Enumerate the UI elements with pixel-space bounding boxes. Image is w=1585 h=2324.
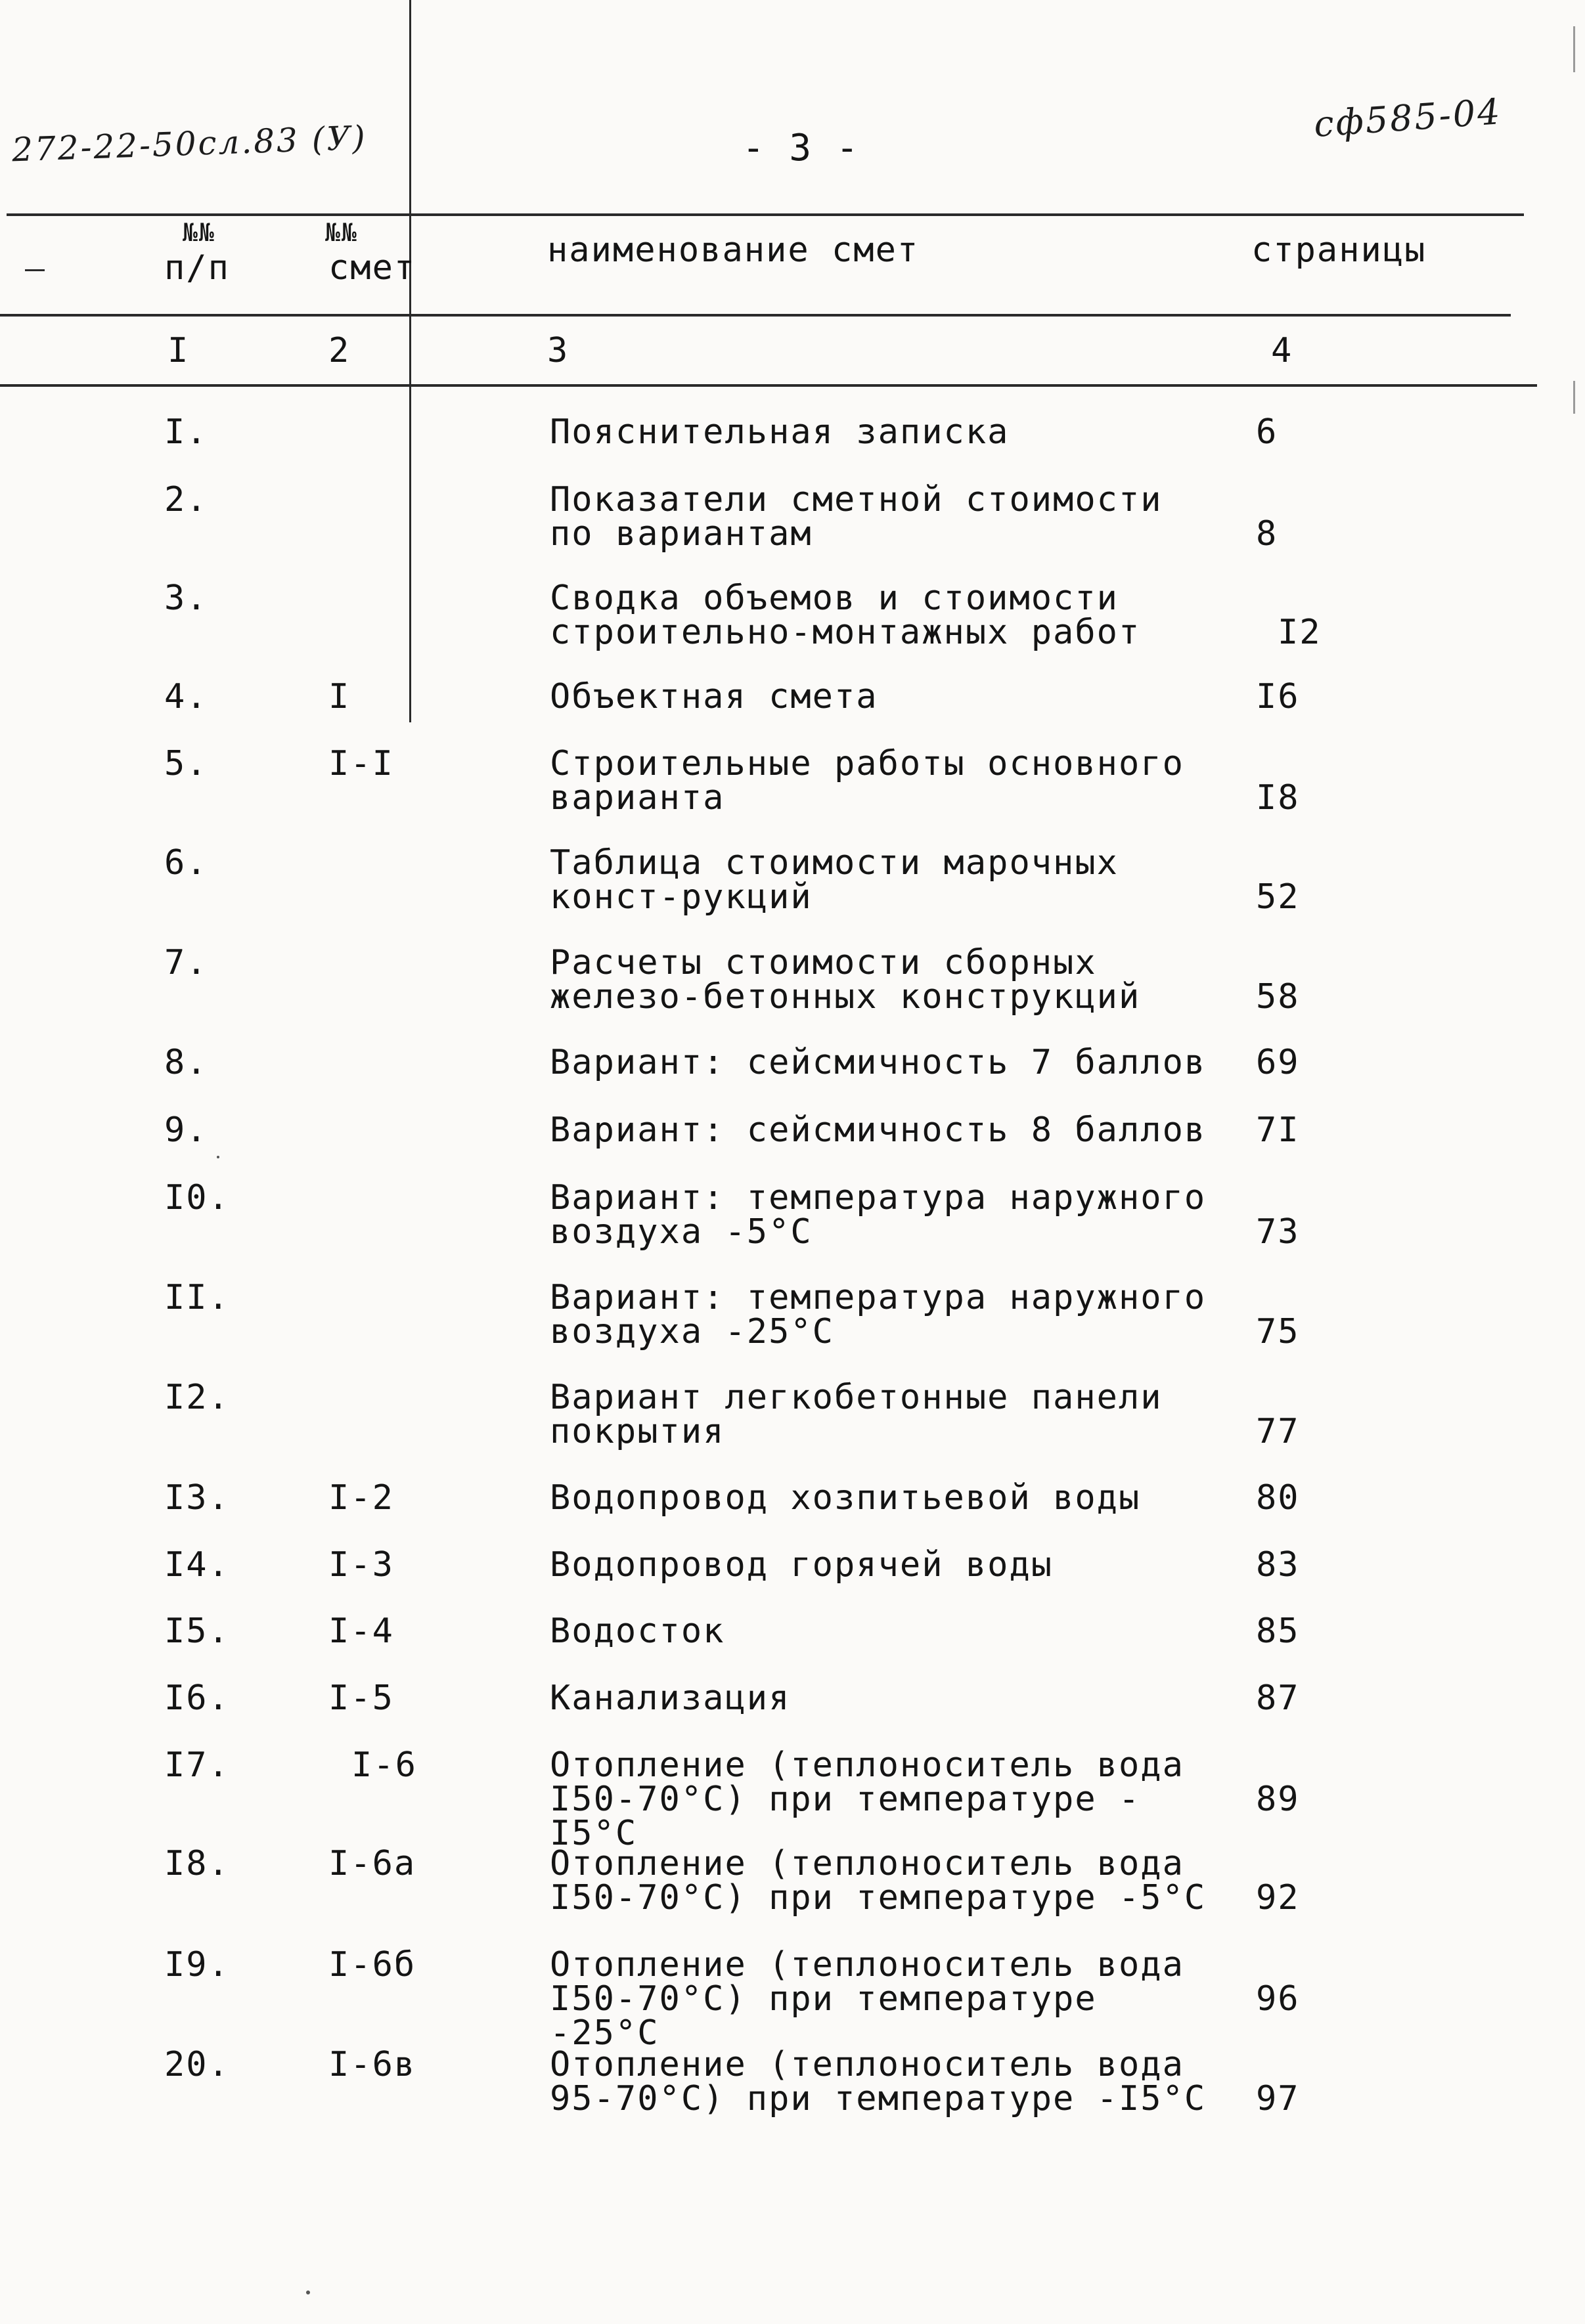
- row-title: Расчеты стоимости сборных железо-бетонных конструкций: [550, 943, 1141, 1017]
- margin-tick: [25, 269, 45, 271]
- row-number: I4.: [164, 1545, 230, 1585]
- row-title: Отопление (теплоноситель вода I50-70°С) при температуре -25°С: [550, 1945, 1184, 2053]
- row-number: 6.: [164, 843, 208, 883]
- row-page: 75: [1256, 1312, 1300, 1351]
- row-title: Таблица стоимости марочных конст-рукций: [550, 843, 1119, 917]
- row-page: 8: [1256, 514, 1278, 554]
- col-index-4: 4: [1271, 331, 1293, 370]
- row-title: Вариант: температура наружного воздуха -5°С: [550, 1178, 1207, 1252]
- row-page: 87: [1256, 1678, 1300, 1718]
- table-row: [0, 1110, 1585, 1150]
- table-row: [0, 480, 1585, 554]
- table-row: [0, 1844, 1585, 1918]
- row-title: Водосток: [550, 1611, 725, 1651]
- table-row: [0, 677, 1585, 716]
- row-page: 73: [1256, 1212, 1300, 1252]
- col-index-2: 2: [328, 331, 351, 370]
- row-estimate: I-6: [351, 1745, 417, 1785]
- table-row: [0, 1678, 1585, 1718]
- table-row: [0, 1380, 1585, 1449]
- row-title: Объектная смета: [550, 677, 878, 716]
- table-row: [0, 843, 1585, 917]
- row-estimate: I-3: [328, 1545, 394, 1585]
- row-number: 3.: [164, 579, 208, 618]
- row-title: Вариант: температура наружного воздуха -25°С: [550, 1278, 1207, 1351]
- row-estimate: I: [328, 677, 351, 716]
- table-row: [0, 744, 1585, 818]
- table-row: [0, 1178, 1585, 1252]
- row-estimate: I-I: [328, 744, 394, 783]
- table-row: [0, 1478, 1585, 1518]
- row-number: I0.: [164, 1178, 230, 1217]
- row-estimate: I-5: [328, 1678, 394, 1718]
- row-page: I8: [1256, 778, 1300, 818]
- header-col-num: п/п: [164, 248, 230, 288]
- row-number: I3.: [164, 1478, 230, 1518]
- row-page: 80: [1256, 1478, 1300, 1518]
- row-page: 7I: [1256, 1110, 1300, 1150]
- row-title: Вариант легкобетонные панели покрытия: [550, 1378, 1163, 1451]
- index-bottom-rule: [0, 384, 1537, 387]
- header-col-num-mark: №№: [183, 218, 215, 247]
- row-number: 20.: [164, 2045, 230, 2084]
- row-title: Строительные работы основного варианта: [550, 744, 1184, 818]
- row-page: 89: [1256, 1780, 1300, 1819]
- row-title: Сводка объемов и стоимости строительно-монтажных работ: [550, 579, 1141, 652]
- row-number: I6.: [164, 1678, 230, 1718]
- row-estimate: I-2: [328, 1478, 394, 1518]
- row-number: 9.: [164, 1110, 208, 1150]
- row-title: Отопление (теплоноситель вода 95-70°С) при температуре -I5°С: [550, 2045, 1207, 2118]
- edge-mark: [1573, 26, 1575, 72]
- row-title: Вариант: сейсмичность 7 баллов: [550, 1043, 1207, 1082]
- scan-speck: [217, 1156, 219, 1158]
- table-row: [0, 1545, 1585, 1585]
- row-number: I2.: [164, 1378, 230, 1417]
- table-row: [0, 412, 1585, 452]
- row-number: II.: [164, 1278, 230, 1317]
- row-page: 58: [1256, 977, 1300, 1017]
- row-title: Пояснительная записка: [550, 412, 1010, 452]
- row-number: 7.: [164, 943, 208, 982]
- header-bottom-rule: [0, 314, 1511, 317]
- row-title: Водопровод хозпитьевой воды: [550, 1478, 1141, 1518]
- table-row: [0, 1945, 1585, 2053]
- row-estimate: I-6а: [328, 1844, 416, 1883]
- row-page: 97: [1256, 2079, 1300, 2118]
- row-number: I5.: [164, 1611, 230, 1651]
- edge-mark: [1573, 381, 1575, 414]
- row-number: 5.: [164, 744, 208, 783]
- row-page: 85: [1256, 1611, 1300, 1651]
- row-number: I8.: [164, 1844, 230, 1883]
- row-number: I7.: [164, 1745, 230, 1785]
- header-col-est: смет: [328, 248, 416, 288]
- table-row: [0, 579, 1585, 652]
- row-number: 4.: [164, 677, 208, 716]
- header-col-est-mark: №№: [325, 218, 358, 247]
- row-number: I.: [164, 412, 208, 452]
- col-index-3: 3: [547, 331, 569, 370]
- header-col-pages: страницы: [1251, 230, 1427, 270]
- row-page: I2: [1278, 613, 1322, 652]
- row-estimate: I-6б: [328, 1945, 416, 1984]
- page-number: - 3 -: [742, 127, 860, 169]
- row-page: 69: [1256, 1043, 1300, 1082]
- document-reference: 272-22-50сл.83 (У): [11, 118, 368, 169]
- table-row: [0, 2045, 1585, 2118]
- row-number: 2.: [164, 480, 208, 519]
- row-page: 77: [1256, 1412, 1300, 1451]
- row-estimate: I-6в: [328, 2045, 416, 2084]
- row-estimate: I-4: [328, 1611, 394, 1651]
- row-title: Отопление (теплоноситель вода I50-70°С) при температуре -I5°С: [550, 1745, 1184, 1853]
- row-title: Отопление (теплоноситель вода I50-70°С) при температуре -5°С: [550, 1844, 1207, 1918]
- row-page: I6: [1256, 677, 1300, 716]
- col-index-1: I: [167, 331, 190, 370]
- table-row: [0, 1045, 1585, 1080]
- table-row: [0, 1278, 1585, 1351]
- row-page: 83: [1256, 1545, 1300, 1585]
- row-title: Канализация: [550, 1678, 791, 1718]
- row-page: 92: [1256, 1878, 1300, 1918]
- table-row: [0, 1745, 1585, 1853]
- table-row: [0, 1611, 1585, 1651]
- table-top-rule: [7, 213, 1524, 216]
- row-title: Водопровод горячей воды: [550, 1545, 1054, 1585]
- row-page: 96: [1256, 1979, 1300, 2019]
- row-page: 52: [1256, 877, 1300, 917]
- scan-speck: [306, 2291, 310, 2294]
- archive-stamp: сф585-04: [1312, 91, 1504, 145]
- table-row: [0, 943, 1585, 1017]
- row-title: Вариант: сейсмичность 8 баллов: [550, 1110, 1207, 1150]
- row-page: 6: [1256, 412, 1278, 452]
- row-number: I9.: [164, 1945, 230, 1984]
- row-title: Показатели сметной стоимости по вариантам: [550, 480, 1163, 554]
- row-number: 8.: [164, 1043, 208, 1082]
- header-col-name: наименование смет: [547, 230, 920, 270]
